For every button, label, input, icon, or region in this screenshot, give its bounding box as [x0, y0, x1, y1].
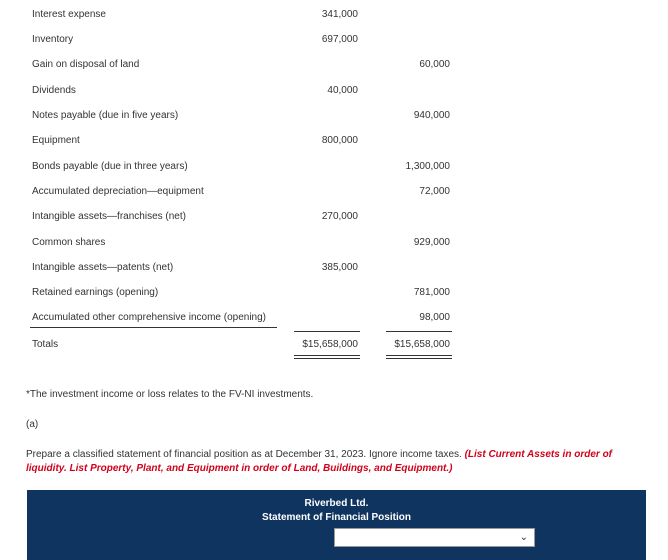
account-label: Intangible assets—franchises (net): [32, 211, 186, 222]
table-row: [0, 234, 668, 252]
debit-value: 385,000: [321, 262, 358, 273]
credit-total: $15,658,000: [394, 339, 450, 350]
prompt-instruction: (List Current Assets in order of liquidity. List Property, Plant, and Equipment in order of Land, Buildings, and Equipment.): [26, 449, 613, 474]
date-dropdown[interactable]: [334, 528, 535, 547]
credit-value: 72,000: [419, 186, 450, 197]
account-label: Common shares: [32, 237, 106, 248]
credit-value: 98,000: [419, 312, 450, 323]
account-label: Retained earnings (opening): [32, 287, 159, 298]
debit-value: 800,000: [321, 135, 358, 146]
credit-total-rule: [386, 331, 452, 332]
footnote: *The investment income or loss relates to the FV-NI investments.: [26, 389, 314, 400]
account-label: Interest expense: [32, 9, 106, 20]
table-row: [0, 132, 668, 150]
table-row: [0, 183, 668, 201]
credit-value: 1,300,000: [405, 161, 450, 172]
credit-double-rule-2: [386, 358, 452, 359]
table-row: [0, 107, 668, 125]
chevron-down-icon: ⌄: [519, 532, 528, 543]
credit-value: 781,000: [413, 287, 450, 298]
account-label: Intangible assets—patents (net): [32, 262, 174, 273]
account-label: Accumulated depreciation—equipment: [32, 186, 204, 197]
table-row: [0, 309, 668, 327]
table-row: [0, 6, 668, 24]
part-label: (a): [26, 419, 39, 430]
debit-total-rule: [294, 331, 360, 332]
account-label: Inventory: [32, 34, 74, 45]
table-row: [0, 31, 668, 49]
label-underline: [30, 327, 277, 328]
debit-double-rule-1: [294, 355, 360, 356]
table-row: [0, 259, 668, 277]
account-label: Dividends: [32, 85, 76, 96]
totals-label: Totals: [32, 339, 59, 350]
statement-header-panel: [27, 490, 646, 560]
company-name: Riverbed Ltd.: [304, 498, 369, 509]
credit-value: 929,000: [413, 237, 450, 248]
statement-title: Statement of Financial Position: [262, 512, 411, 523]
account-label: Notes payable (due in five years): [32, 110, 179, 121]
debit-total: $15,658,000: [302, 339, 358, 350]
totals-row: [0, 336, 668, 354]
debit-value: 697,000: [321, 34, 358, 45]
debit-value: 341,000: [321, 9, 358, 20]
account-label: Equipment: [32, 135, 80, 146]
table-row: [0, 208, 668, 226]
debit-value: 270,000: [321, 211, 358, 222]
debit-double-rule-2: [294, 358, 360, 359]
prompt-text: Prepare a classified statement of financial position as at December 31, 2023. Ignore income taxes.: [26, 449, 462, 460]
credit-value: 60,000: [419, 59, 450, 70]
table-row: [0, 56, 668, 74]
table-row: [0, 284, 668, 302]
question-prompt: [26, 448, 626, 476]
account-label: Bonds payable (due in three years): [32, 161, 188, 172]
debit-value: 40,000: [327, 85, 358, 96]
account-label: Gain on disposal of land: [32, 59, 140, 70]
table-row: [0, 82, 668, 100]
credit-double-rule-1: [386, 355, 452, 356]
credit-value: 940,000: [413, 110, 450, 121]
account-label: Accumulated other comprehensive income (opening): [32, 312, 267, 323]
table-row: [0, 158, 668, 176]
